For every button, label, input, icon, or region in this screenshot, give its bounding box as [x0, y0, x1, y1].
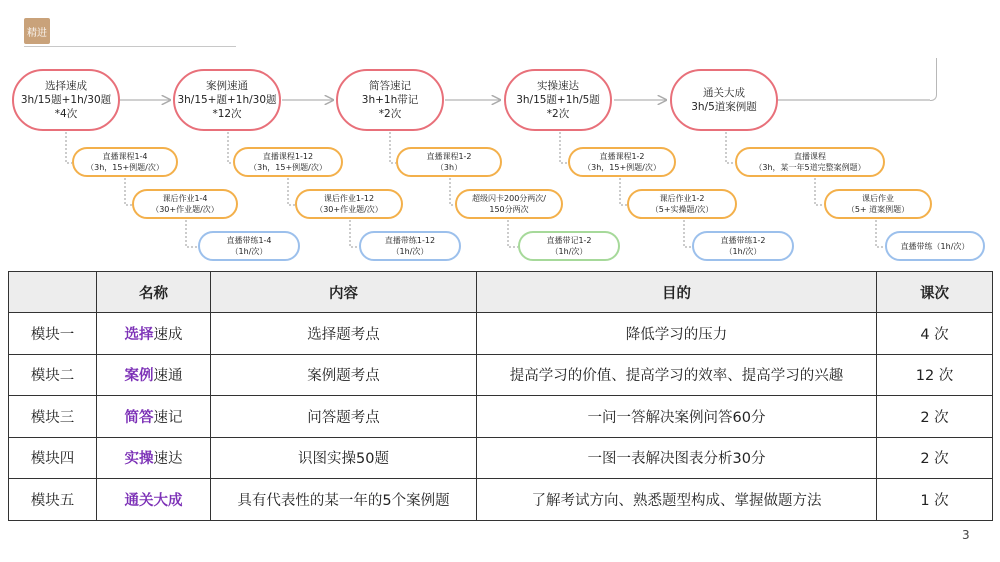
name-cell	[97, 437, 211, 479]
stage-final	[670, 69, 778, 131]
stage-count: *12次	[212, 108, 242, 120]
purpose-cell: 降低学习的压力	[477, 313, 877, 355]
sub-detail: （5+实操题/次）	[650, 205, 714, 214]
sub-label: 直播带练（1h/次）	[900, 241, 970, 251]
sub-detail: （1h/次）	[391, 247, 429, 256]
name-cell	[97, 313, 211, 355]
module-cell: 模块五	[9, 479, 97, 521]
count-cell: 4 次	[877, 313, 993, 355]
sub-homework	[627, 189, 737, 219]
header-cell: 目的	[477, 272, 877, 313]
module-cell: 模块四	[9, 437, 97, 479]
stage-practical	[504, 69, 612, 131]
sub-live-course	[72, 147, 178, 177]
sub-label: 课后作业1-12	[323, 194, 375, 203]
stage-short-answer	[336, 69, 444, 131]
purpose-cell: 了解考试方向、熟悉题型构成、掌握做题方法	[477, 479, 877, 521]
sub-live-course	[735, 147, 885, 177]
purpose-cell: 提高学习的价值、提高学习的效率、提高学习的兴趣	[477, 354, 877, 396]
sub-label: 超级闪卡200分两次/	[472, 194, 546, 203]
sub-label: 课后作业1-4	[162, 194, 208, 203]
sub-detail: （3h，15+例题/次）	[583, 163, 661, 172]
content-cell: 识图实操50题	[211, 437, 477, 479]
name-rest: 速成	[153, 326, 183, 343]
sub-detail: （1h/次）	[550, 247, 588, 256]
sub-detail: （1h/次）	[724, 247, 762, 256]
stage-detail: 3h/15+题+1h/30题	[177, 94, 277, 106]
sub-detail: （1h/次）	[230, 247, 268, 256]
sub-live-practice	[692, 231, 794, 261]
sub-live-practice	[359, 231, 461, 261]
header-cell: 名称	[97, 272, 211, 313]
name-cell	[97, 354, 211, 396]
header-cell: 课次	[877, 272, 993, 313]
table-row	[9, 437, 993, 479]
sub-detail: （30+作业题/次）	[315, 205, 383, 214]
name-cell	[97, 396, 211, 438]
table-header-row	[9, 272, 993, 313]
module-cell: 模块一	[9, 313, 97, 355]
name-highlight: 实操	[124, 451, 154, 468]
sub-label: 直播带练1-12	[384, 236, 436, 245]
sub-detail: 150分两次	[489, 205, 529, 214]
purpose-cell: 一图一表解决图表分析30分	[477, 437, 877, 479]
table-row	[9, 354, 993, 396]
count-cell: 12 次	[877, 354, 993, 396]
sub-label: 课后作业1-2	[659, 194, 705, 203]
module-cell: 模块二	[9, 354, 97, 396]
stage-count: *2次	[378, 108, 402, 120]
name-highlight: 通关大成	[124, 492, 183, 509]
sub-homework	[295, 189, 403, 219]
header-cell	[9, 272, 97, 313]
sub-label: 直播课程1-2	[426, 152, 472, 161]
stage-count: *4次	[54, 108, 78, 120]
purpose-cell: 一问一答解决案例问答60分	[477, 396, 877, 438]
flow-connectors	[0, 0, 1000, 270]
stage-name: 通关大成	[703, 87, 745, 99]
sub-detail: （3h，15+例题/次）	[86, 163, 164, 172]
content-cell: 案例题考点	[211, 354, 477, 396]
sub-label: 直播课程1-4	[102, 152, 148, 161]
module-table	[8, 271, 993, 521]
sub-label: 直播带记1-2	[546, 236, 592, 245]
stage-choice-speed	[12, 69, 120, 131]
sub-live-memorize	[518, 231, 620, 261]
module-cell: 模块三	[9, 396, 97, 438]
sub-homework	[132, 189, 238, 219]
sub-label: 课后作业	[862, 194, 894, 203]
sub-label: 直播带练1-4	[226, 236, 272, 245]
content-cell: 问答题考点	[211, 396, 477, 438]
stage-name: 案例速通	[206, 80, 248, 92]
name-cell	[97, 479, 211, 521]
sub-detail: （30+作业题/次）	[151, 205, 219, 214]
sub-live-practice	[885, 231, 985, 261]
sub-detail: （3h，15+例题/次）	[249, 163, 327, 172]
sub-detail: （3h）	[435, 163, 463, 172]
stage-count: *2次	[546, 108, 570, 120]
sub-detail: （3h，某一年5道完整案例题）	[754, 163, 866, 172]
name-highlight: 选择	[124, 326, 154, 343]
stage-detail: 3h/15题+1h/30题	[20, 94, 112, 106]
sub-live-course	[396, 147, 502, 177]
sub-live-practice	[198, 231, 300, 261]
sub-label: 直播课程1-2	[599, 152, 645, 161]
sub-flashcards	[455, 189, 563, 219]
count-cell: 2 次	[877, 396, 993, 438]
table-row	[9, 396, 993, 438]
header-cell: 内容	[211, 272, 477, 313]
stage-detail: 3h/5道案例题	[691, 101, 757, 113]
count-cell: 1 次	[877, 479, 993, 521]
table-row	[9, 479, 993, 521]
sub-label: 直播带练1-2	[720, 236, 766, 245]
page-number: 3	[962, 528, 970, 542]
sub-label: 直播课程	[794, 152, 826, 161]
sub-live-course	[568, 147, 676, 177]
sub-detail: （5+ 道案例题）	[846, 205, 910, 214]
name-rest: 速通	[153, 368, 183, 385]
section-tag: 精进	[24, 18, 50, 44]
name-highlight: 简答	[124, 409, 154, 426]
name-rest: 速达	[153, 451, 183, 468]
sub-label: 直播课程1-12	[262, 152, 314, 161]
sub-live-course	[233, 147, 343, 177]
name-highlight: 案例	[124, 368, 154, 385]
stage-name: 选择速成	[45, 80, 87, 92]
stage-detail: 3h/15题+1h/5题	[516, 94, 600, 106]
content-cell: 选择题考点	[211, 313, 477, 355]
name-rest: 速记	[153, 409, 183, 426]
table-row	[9, 313, 993, 355]
count-cell: 2 次	[877, 437, 993, 479]
sub-homework	[824, 189, 932, 219]
stage-name: 简答速记	[369, 80, 411, 92]
stage-case-speed	[173, 69, 281, 131]
stage-name: 实操速达	[537, 80, 579, 92]
content-cell: 具有代表性的某一年的5个案例题	[211, 479, 477, 521]
stage-detail: 3h+1h带记	[361, 94, 419, 106]
